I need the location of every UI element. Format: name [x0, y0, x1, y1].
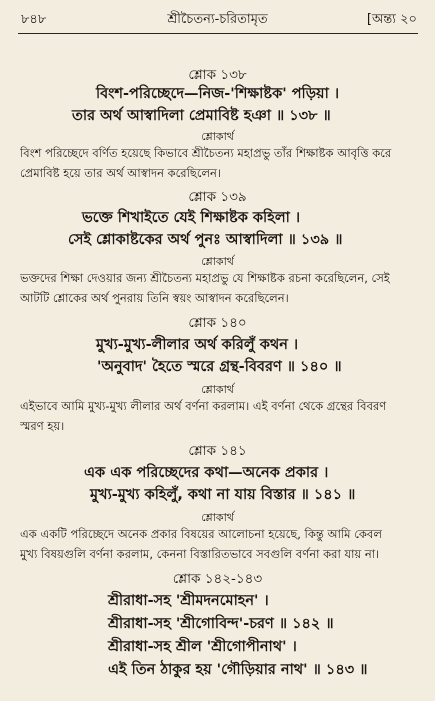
translation-label: শ্লোকার্থ — [201, 383, 234, 396]
verse-line: তার অর্থ আস্বাদিলা প্রেমাবিষ্ট হঞা ॥ ১৩৮ ॥ — [72, 108, 331, 124]
translation-text: বিংশ পরিচ্ছেদে বর্ণিত হয়েছে কিভাবে শ্রীচৈতন্য মহাপ্রভু তাঁর শিক্ষাষ্টক আবৃত্তি করে প্রেমাবিষ্ট হয়ে তার অর্থ আস্বাদন করেছিলেন। — [20, 146, 392, 180]
verse-line: শ্রীরাধা-সহ 'শ্রীগোবিন্দ'-চরণ ॥ ১৪২ ॥ — [108, 616, 334, 632]
book-title: শ্রীচৈতন্য-চরিতামৃত — [167, 12, 268, 27]
verse-line: বিংশ-পরিচ্ছেদে—নিজ-'শিক্ষাষ্টক' পড়িয়া । — [95, 86, 340, 102]
page-number: ৮৪৮ — [21, 12, 47, 27]
verse-label: শ্লোক ১৪১ — [188, 443, 247, 459]
section-label: [অন্ত্য ২০ — [366, 12, 417, 27]
translation-text: এক একটি পরিচ্ছেদে অনেক প্রকার বিষয়ের আলোচনা হয়েছে, কিন্তু আমি কেবল মুখ্য বিষয়গুলি বর্ণনা করলাম, কেননা বিস্তারিতভাবে সবগুলি বর্ণনা করা যায় না। — [20, 527, 382, 561]
header-rule — [18, 33, 418, 34]
translation-text: ভক্তদের শিক্ষা দেওয়ার জন্য শ্রীচৈতন্য মহাপ্রভু যে শিক্ষাষ্টক রচনা করেছিলেন, সেই আটটি শ্লোকের অর্থ পুনরায় তিনি স্বয়ং আস্বাদন করেছিলেন। — [20, 271, 390, 305]
verse-label: শ্লোক ১৪২-১৪৩ — [172, 571, 263, 587]
translation-label: শ্লোকার্থ — [201, 130, 234, 143]
verse-line: ভক্তে শিখাইতে যেই শিক্ষাষ্টক কহিলা । — [82, 210, 301, 226]
verse-line: 'অনুবাদ' হৈতে স্মরে গ্রন্থ-বিবরণ ॥ ১৪০ ॥ — [97, 359, 342, 375]
verse-label: শ্লোক ১৩৮ — [188, 67, 247, 83]
verse-line: সেই শ্লোকাষ্টকের অর্থ পুনঃ আস্বাদিলা ॥ ১৩৯ ॥ — [68, 232, 343, 248]
verse-line: এক এক পরিচ্ছেদের কথা—অনেক প্রকার । — [84, 465, 329, 481]
page-header — [0, 10, 435, 30]
translation-text: এইভাবে আমি মুখ্য-মুখ্য লীলার অর্থ বর্ণনা করলাম। এই বর্ণনা থেকে গ্রন্থের বিবরণ স্মরণ হয়। — [20, 399, 387, 433]
translation-label: শ্লোকার্থ — [201, 255, 234, 268]
verse-line: মুখ্য-মুখ্য কহিলুঁ, কথা না যায় বিস্তার ॥ ১৪১ ॥ — [90, 487, 356, 503]
translation-label: শ্লোকার্থ — [201, 511, 234, 524]
verse-line: শ্রীরাধা-সহ 'শ্রীমদনমোহন' । — [108, 593, 269, 609]
verse-line: শ্রীরাধা-সহ শ্রীল 'শ্রীগোপীনাথ' । — [108, 639, 297, 655]
verse-label: শ্লোক ১৩৯ — [188, 189, 247, 205]
verse-label: শ্লোক ১৪০ — [188, 315, 247, 331]
verse-line: এই তিন ঠাকুর হয় 'গৌড়িয়ার নাথ' ॥ ১৪৩ ॥ — [108, 662, 368, 678]
verse-line: মুখ্য-মুখ্য-লীলার অর্থ করিলুঁ কথন । — [96, 337, 299, 353]
